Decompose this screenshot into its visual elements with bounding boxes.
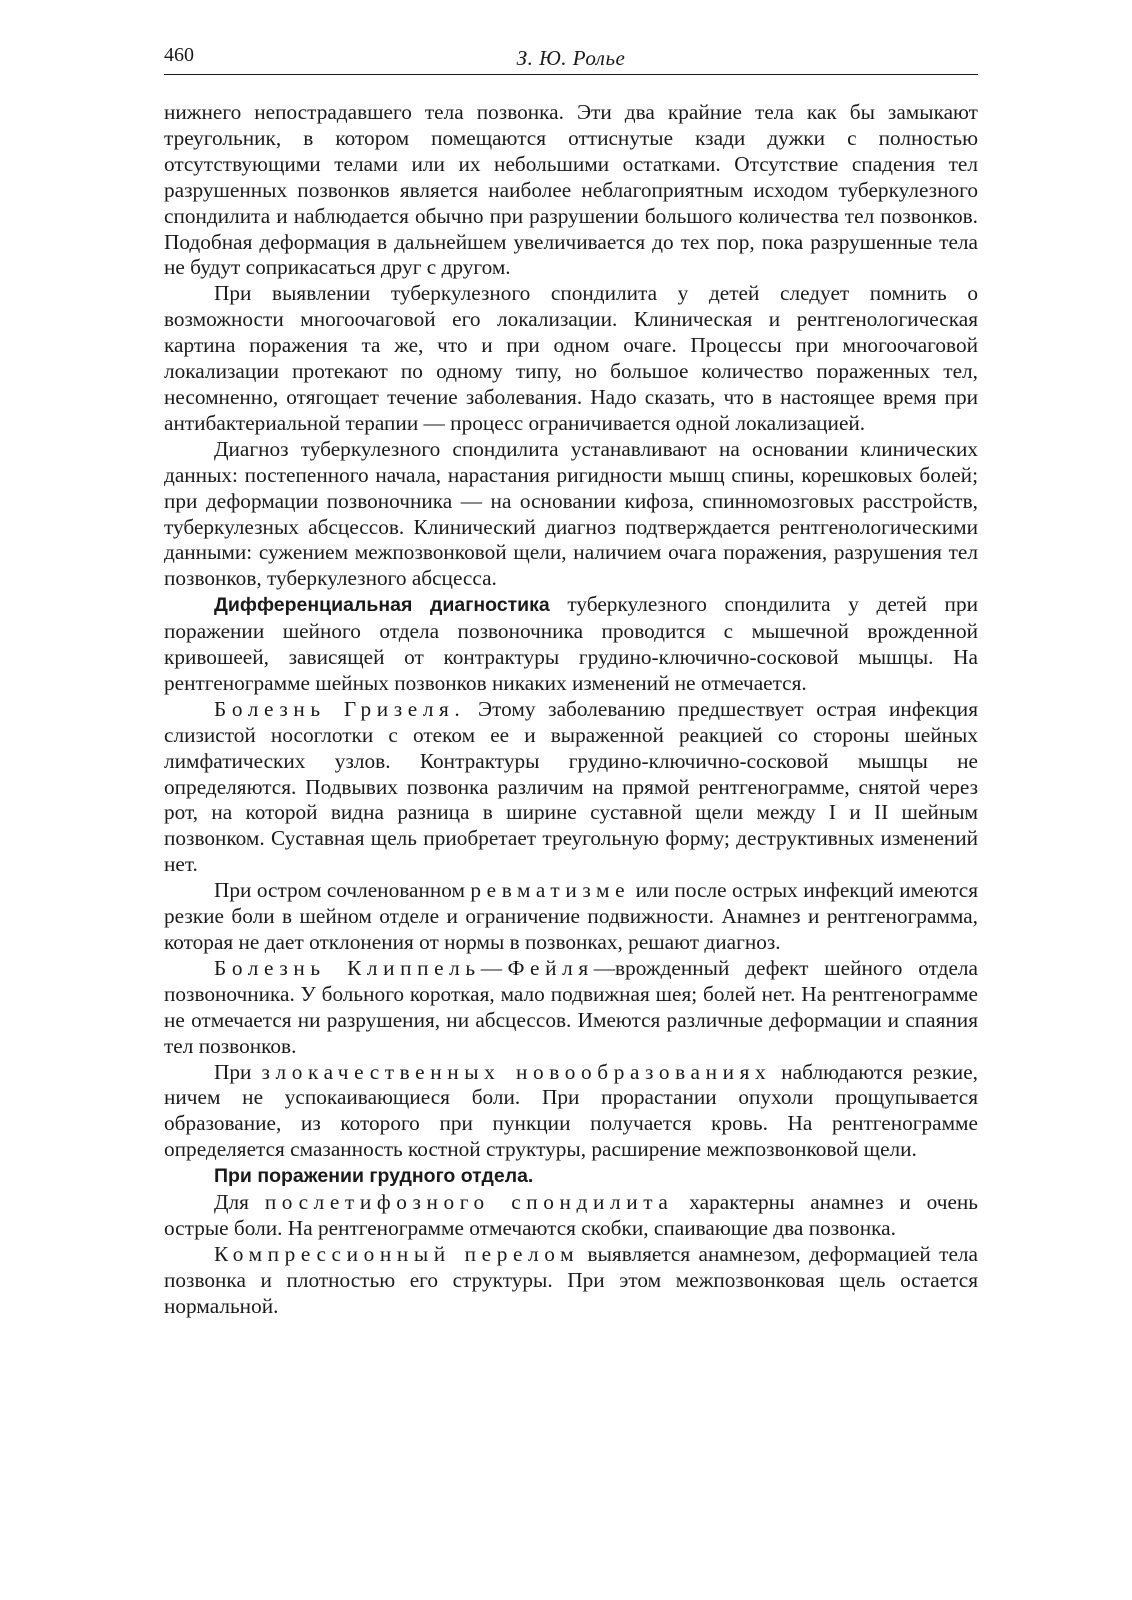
paragraph-text: выявляется анамнезом, деформацией тела позвонка и плотностью его структуры. При этом межпозвонковая щель остается нормальной.: [164, 1241, 978, 1318]
paragraph: Диагноз туберкулезного спондилита устанавливают на основании клинических данных: постепенного начала, нарастания ригидности мышц спины, корешковых болей; при деформации позвоночника — на основании кифоза, спинномозговых расстройств, туберкулезных абсцессов. Клинический диагноз подтверждается рентгенологическими данными: сужением межпозвонковой щели, наличием очага поражения, разрушения тел позвонков, туберкулезного абсцесса.: [164, 436, 978, 591]
bold-term: Дифференциальная диагностика: [214, 594, 550, 617]
paragraph: [164, 1060, 978, 1164]
section-heading: [164, 1163, 978, 1190]
spaced-term: злокачественных новообразованиях: [261, 1059, 772, 1084]
paragraph: [164, 592, 978, 697]
running-title: З. Ю. Ролье: [516, 46, 626, 70]
paragraph: [164, 1242, 978, 1320]
paragraph-text: При остром сочленованном: [214, 878, 471, 903]
body-text: [164, 100, 978, 1320]
page-header: [164, 42, 978, 75]
paragraph-text: характерны анамнез и очень острые боли. На рентгенограмме отмечаются скобки, спаивающие два позвонка.: [164, 1190, 979, 1240]
paragraph: [164, 697, 978, 878]
paragraph-text: Этому заболеванию предшествует острая инфекция слизистой носоглотки с отеком ее и выраженной реакцией со стороны шейных лимфатических узлов. Контрактуры грудино-ключично-сосковой мышцы не определяются. Подвывих позвонка различим на прямой рентгенограмме, снятой через рот, на которой видна разница в ширине суставной щели между I и II шейным позвонком. Суставная щель приобретает треугольную форму; деструктивных изменений нет.: [164, 696, 979, 877]
paragraph: [164, 956, 978, 1060]
paragraph-text: При: [214, 1059, 262, 1084]
spaced-term: Болезнь Гризеля.: [214, 696, 466, 721]
paragraph-text: или после острых инфекций имеются резкие боли в шейном отделе и ограничение подвижности. Анамнез и рентгенограмма, которая не дает отклонения от нормы в позвонках, решают диагноз.: [164, 878, 979, 954]
paragraph-text: —врожденный дефект шейного отдела позвоночника. У больного короткая, мало подвижная шея; болей нет. На рентгенограмме не отмечается ни разрушения, ни абсцессов. Имеются различные деформации и спаяния тел позвонков.: [164, 955, 978, 1058]
spaced-term: послетифозного спондилита: [264, 1190, 674, 1215]
spaced-term: ревматизме: [470, 878, 631, 903]
paragraph: [164, 1190, 978, 1242]
spaced-term: Компрессионный перелом: [214, 1241, 580, 1266]
paragraph: нижнего непострадавшего тела позвонка. Эти два крайние тела как бы замыкают треугольник, в котором помещаются оттиснутые кзади дужки с полностью отсутствующими телами или их небольшими остатками. Отсутствие спадения тел разрушенных позвонков является наиболее неблагоприятным исходом туберкулезного спондилита и наблюдается обычно при разрушении большого количества тел позвонков. Подобная деформация в дальнейшем увеличивается до тех пор, пока разрушенные тела не будут соприкасаться друг с другом.: [164, 100, 978, 280]
page-number: 460: [164, 44, 194, 66]
bold-heading: При поражении грудного отдела.: [214, 1165, 534, 1188]
paragraph-text: Для: [214, 1190, 265, 1215]
paragraph-text: туберкулезного спондилита у детей при поражении шейного отдела позвоночника проводится с мышечной врожденной кривошеей, зависящей от контрактуры грудино-ключично-сосковой мышцы. На рентгенограмме шейных позвонков никаких изменений не отмечается.: [164, 592, 978, 695]
paragraph-text: наблюдаются резкие, ничем не успокаивающиеся боли. При прорастании опухоли прощупывается образование, из которого при пункции получается кровь. На рентгенограмме определяется смазанность костной структуры, расширение межпозвонковой щели.: [164, 1059, 978, 1162]
paragraph: При выявлении туберкулезного спондилита у детей следует помнить о возможности многоочаговой его локализации. Клиническая и рентгенологическая картина поражения та же, что и при одном очаге. Процессы при многоочаговой локализации протекают по одному типу, но большое количество пораженных тел, несомненно, отягощает течение заболевания. Надо сказать, что в настоящее время при антибактериальной терапии — процесс ограничивается одной локализацией.: [164, 281, 978, 435]
spaced-term: Болезнь Клиппель—Фейля: [214, 955, 594, 980]
paragraph: [164, 878, 978, 956]
